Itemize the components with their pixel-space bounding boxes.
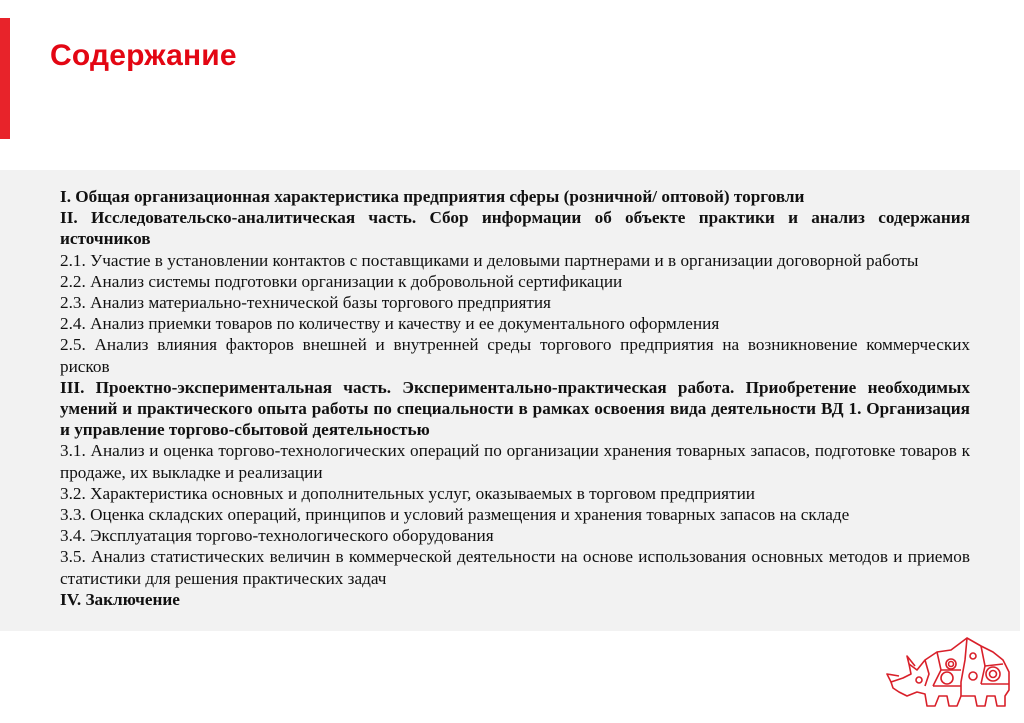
slide-title: Содержание xyxy=(50,39,237,72)
accent-bar xyxy=(0,18,10,139)
toc-item: 2.5. Анализ влияния факторов внешней и внутренней среды торгового предприятия на возникновение коммерческих рисков xyxy=(60,335,970,376)
toc-item: I. Общая организационная характеристика предприятия сферы (розничной/ оптовой) торговли xyxy=(60,187,805,206)
toc-item: 3.3. Оценка складских операций, принципов и условий размещения и хранения товарных запасов на складе xyxy=(60,505,850,525)
toc-item: 2.1. Участие в установлении контактов с поставщиками и деловыми партнерами и в организации договорной работы xyxy=(60,250,919,270)
toc-item: 3.2. Характеристика основных и дополнительных услуг, оказываемых в торговом предприятии xyxy=(60,483,755,503)
toc-item: 2.4. Анализ приемки товаров по количеству и качеству и ее документального оформления xyxy=(60,314,720,334)
toc-item: 3.4. Эксплуатация торгово-технологического оборудования xyxy=(60,526,494,546)
rhino-logo-icon xyxy=(885,630,1020,715)
table-of-contents xyxy=(60,186,970,610)
toc-item: III. Проектно-экспериментальная часть. Экспериментально-практическая работа. Приобретение необходимых умений и практического опыта работы по специальности в рамках освоения вида деятельности ВД 1. Организация и управление торгово-сбытовой деятельностью xyxy=(60,377,970,440)
toc-item: 3.5. Анализ статистических величин в коммерческой деятельности на основе использования основных методов и приемов статистики для решения практических задач xyxy=(60,547,970,588)
toc-item: II. Исследовательско-аналитическая часть. Сбор информации об объекте практики и анализ содержания источников xyxy=(60,208,970,249)
toc-item: IV. Заключение xyxy=(60,589,180,609)
toc-item: 3.1. Анализ и оценка торгово-технологических операций по организации хранения товарных запасов, подготовке товаров к продаже, их выкладке и реализации xyxy=(60,441,970,482)
toc-item: 2.3. Анализ материально-технической базы торгового предприятия xyxy=(60,293,551,313)
toc-item: 2.2. Анализ системы подготовки организации к добровольной сертификации xyxy=(60,271,623,291)
